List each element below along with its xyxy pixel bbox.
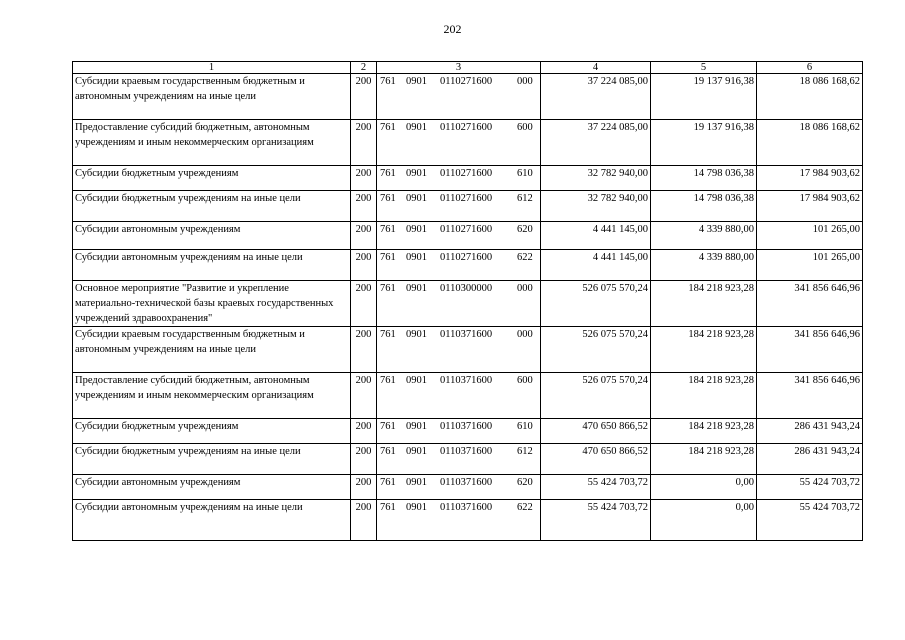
row-value-4: 526 075 570,24 xyxy=(541,281,651,327)
code-part: 0110371600 xyxy=(440,329,493,340)
row-col2: 200 xyxy=(351,500,377,541)
row-code xyxy=(377,419,541,444)
table-row xyxy=(73,191,863,222)
row-name: Субсидии краевым государственным бюджетным и автономным учреждениям на иные цели xyxy=(73,327,351,373)
code-part: 0110371600 xyxy=(440,375,493,386)
row-name: Субсидии автономным учреждениям xyxy=(73,222,351,250)
code-part: 612 xyxy=(517,446,533,457)
code-part: 0110371600 xyxy=(440,502,493,513)
code-part: 761 xyxy=(380,446,396,457)
row-value-6: 55 424 703,72 xyxy=(757,475,863,500)
code-part: 0110371600 xyxy=(440,477,493,488)
code-part: 761 xyxy=(380,283,396,294)
code-part: 0901 xyxy=(406,477,427,488)
row-value-5: 184 218 923,28 xyxy=(651,444,757,475)
code-part: 0901 xyxy=(406,224,427,235)
row-value-4: 32 782 940,00 xyxy=(541,166,651,191)
row-col2: 200 xyxy=(351,250,377,281)
code-part: 0110271600 xyxy=(440,193,493,204)
code-part: 620 xyxy=(517,477,533,488)
code-part: 600 xyxy=(517,122,533,133)
row-col2: 200 xyxy=(351,191,377,222)
code-part: 0901 xyxy=(406,252,427,263)
row-value-5: 184 218 923,28 xyxy=(651,373,757,419)
code-part: 000 xyxy=(517,283,533,294)
row-col2: 200 xyxy=(351,120,377,166)
table-row xyxy=(73,74,863,120)
code-part: 0901 xyxy=(406,375,427,386)
code-part: 622 xyxy=(517,252,533,263)
code-part: 0110271600 xyxy=(440,76,493,87)
row-value-4: 55 424 703,72 xyxy=(541,475,651,500)
row-value-4: 37 224 085,00 xyxy=(541,120,651,166)
row-code xyxy=(377,327,541,373)
table-row xyxy=(73,222,863,250)
row-name: Субсидии автономным учреждениям на иные цели xyxy=(73,250,351,281)
row-value-4: 470 650 866,52 xyxy=(541,419,651,444)
row-value-6: 55 424 703,72 xyxy=(757,500,863,541)
row-code xyxy=(377,475,541,500)
row-col2: 200 xyxy=(351,74,377,120)
code-part: 622 xyxy=(517,502,533,513)
code-part: 0110371600 xyxy=(440,446,493,457)
code-part: 761 xyxy=(380,122,396,133)
row-name: Основное мероприятие "Развитие и укрепление материально-технической базы краевых государственных учреждений здравоохранения" xyxy=(73,281,351,327)
row-code xyxy=(377,281,541,327)
row-code xyxy=(377,222,541,250)
row-value-6: 17 984 903,62 xyxy=(757,166,863,191)
code-part: 0110371600 xyxy=(440,421,493,432)
row-name: Субсидии автономным учреждениям xyxy=(73,475,351,500)
row-value-5: 4 339 880,00 xyxy=(651,222,757,250)
row-col2: 200 xyxy=(351,475,377,500)
row-name: Предоставление субсидий бюджетным, автономным учреждениям и иным некоммерческим организациям xyxy=(73,120,351,166)
row-value-5: 4 339 880,00 xyxy=(651,250,757,281)
table-row xyxy=(73,281,863,327)
row-value-4: 526 075 570,24 xyxy=(541,373,651,419)
row-value-6: 18 086 168,62 xyxy=(757,74,863,120)
column-header: 5 xyxy=(651,62,757,74)
row-code xyxy=(377,250,541,281)
row-name: Субсидии краевым государственным бюджетным и автономным учреждениям на иные цели xyxy=(73,74,351,120)
row-col2: 200 xyxy=(351,419,377,444)
column-header: 6 xyxy=(757,62,863,74)
row-code xyxy=(377,74,541,120)
code-part: 0110271600 xyxy=(440,224,493,235)
code-part: 610 xyxy=(517,421,533,432)
row-name: Субсидии бюджетным учреждениям на иные цели xyxy=(73,191,351,222)
budget-table xyxy=(72,61,863,541)
row-value-4: 37 224 085,00 xyxy=(541,74,651,120)
code-part: 0901 xyxy=(406,193,427,204)
code-part: 620 xyxy=(517,224,533,235)
code-part: 600 xyxy=(517,375,533,386)
row-value-5: 184 218 923,28 xyxy=(651,419,757,444)
code-part: 761 xyxy=(380,193,396,204)
row-code xyxy=(377,191,541,222)
code-part: 761 xyxy=(380,76,396,87)
row-value-4: 526 075 570,24 xyxy=(541,327,651,373)
row-value-5: 19 137 916,38 xyxy=(651,74,757,120)
code-part: 610 xyxy=(517,168,533,179)
code-part: 761 xyxy=(380,329,396,340)
table-row xyxy=(73,475,863,500)
code-part: 0110300000 xyxy=(440,283,493,294)
code-part: 0901 xyxy=(406,168,427,179)
row-value-6: 17 984 903,62 xyxy=(757,191,863,222)
row-value-6: 286 431 943,24 xyxy=(757,419,863,444)
column-header: 3 xyxy=(377,62,541,74)
row-name: Предоставление субсидий бюджетным, автономным учреждениям и иным некоммерческим организациям xyxy=(73,373,351,419)
code-part: 0901 xyxy=(406,421,427,432)
code-part: 000 xyxy=(517,329,533,340)
code-part: 0901 xyxy=(406,76,427,87)
code-part: 761 xyxy=(380,477,396,488)
row-value-5: 184 218 923,28 xyxy=(651,327,757,373)
row-col2: 200 xyxy=(351,166,377,191)
row-code xyxy=(377,120,541,166)
code-part: 0901 xyxy=(406,329,427,340)
table-header-row xyxy=(73,62,863,74)
row-col2: 200 xyxy=(351,373,377,419)
code-part: 000 xyxy=(517,76,533,87)
code-part: 0901 xyxy=(406,502,427,513)
table-row xyxy=(73,419,863,444)
column-header: 2 xyxy=(351,62,377,74)
row-value-5: 0,00 xyxy=(651,475,757,500)
row-value-5: 184 218 923,28 xyxy=(651,281,757,327)
code-part: 761 xyxy=(380,421,396,432)
table-row xyxy=(73,500,863,541)
row-value-6: 286 431 943,24 xyxy=(757,444,863,475)
row-value-6: 101 265,00 xyxy=(757,250,863,281)
row-name: Субсидии бюджетным учреждениям xyxy=(73,166,351,191)
code-part: 761 xyxy=(380,502,396,513)
code-part: 612 xyxy=(517,193,533,204)
row-code xyxy=(377,373,541,419)
row-col2: 200 xyxy=(351,444,377,475)
row-name: Субсидии бюджетным учреждениям на иные цели xyxy=(73,444,351,475)
row-value-4: 55 424 703,72 xyxy=(541,500,651,541)
row-value-4: 32 782 940,00 xyxy=(541,191,651,222)
row-value-5: 14 798 036,38 xyxy=(651,166,757,191)
row-value-6: 18 086 168,62 xyxy=(757,120,863,166)
row-code xyxy=(377,444,541,475)
row-value-4: 4 441 145,00 xyxy=(541,250,651,281)
row-value-5: 0,00 xyxy=(651,500,757,541)
code-part: 0901 xyxy=(406,446,427,457)
row-value-5: 19 137 916,38 xyxy=(651,120,757,166)
row-name: Субсидии автономным учреждениям на иные цели xyxy=(73,500,351,541)
row-code xyxy=(377,166,541,191)
row-value-4: 470 650 866,52 xyxy=(541,444,651,475)
table-row xyxy=(73,250,863,281)
row-name: Субсидии бюджетным учреждениям xyxy=(73,419,351,444)
code-part: 761 xyxy=(380,224,396,235)
page-number: 202 xyxy=(443,22,462,36)
row-value-6: 341 856 646,96 xyxy=(757,281,863,327)
table-row xyxy=(73,444,863,475)
table-row xyxy=(73,373,863,419)
code-part: 761 xyxy=(380,375,396,386)
table-row xyxy=(73,327,863,373)
column-header: 4 xyxy=(541,62,651,74)
code-part: 761 xyxy=(380,168,396,179)
row-value-6: 341 856 646,96 xyxy=(757,327,863,373)
row-value-6: 341 856 646,96 xyxy=(757,373,863,419)
code-part: 0901 xyxy=(406,283,427,294)
row-value-6: 101 265,00 xyxy=(757,222,863,250)
row-code xyxy=(377,500,541,541)
code-part: 0110271600 xyxy=(440,168,493,179)
code-part: 761 xyxy=(380,252,396,263)
table-row xyxy=(73,120,863,166)
code-part: 0901 xyxy=(406,122,427,133)
code-part: 0110271600 xyxy=(440,252,493,263)
table-row xyxy=(73,166,863,191)
column-header: 1 xyxy=(73,62,351,74)
row-col2: 200 xyxy=(351,222,377,250)
row-col2: 200 xyxy=(351,327,377,373)
code-part: 0110271600 xyxy=(440,122,493,133)
row-value-5: 14 798 036,38 xyxy=(651,191,757,222)
row-value-4: 4 441 145,00 xyxy=(541,222,651,250)
row-col2: 200 xyxy=(351,281,377,327)
